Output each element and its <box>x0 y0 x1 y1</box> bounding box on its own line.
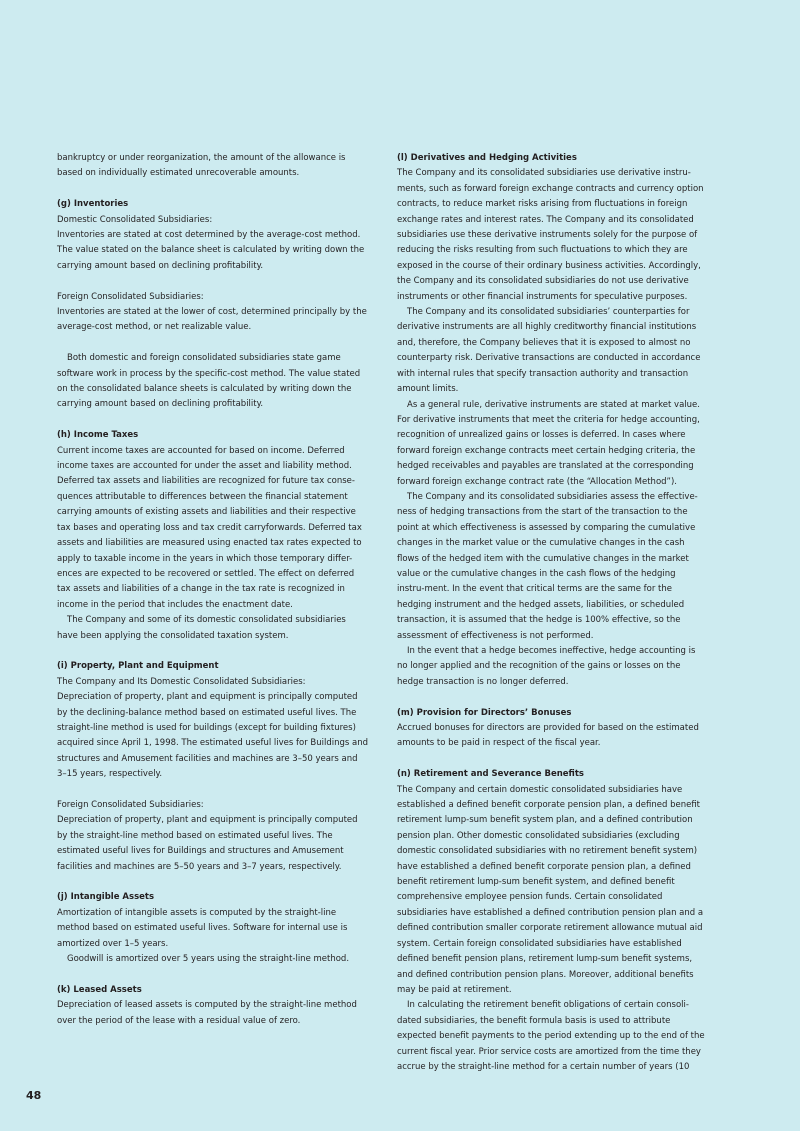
inventories-foreign-label: Foreign Consolidated Subsidiaries: <box>57 291 204 302</box>
derivatives-paragraph-4: The Company and its consolidated subsidiaries assess the effective-ness of hedging transactions from the start of the transaction to the point at which effectiveness is assessed by comparing the cumulative changes in the market value or the cumulative changes in the cash flows of the hedged item with the cumulative changes in the market value or the cumulative changes in the cash flows of the hedging instru-ment. In the event that critical terms are the same for the hedging instrument and the hedged assets, liabilities, or scheduled transaction, it is assumed that the hedge is 100% effective, so the assessment of effectiveness is not performed. <box>397 491 698 641</box>
intangible-assets-paragraph: Amortization of intangible assets is computed by the straight-line method based on estimated useful lives. Software for internal use is amortized over 1–5 years. <box>57 907 348 949</box>
leased-assets-paragraph: Depreciation of leased assets is computed by the straight-line method over the period of the lease with a residual value of zero. <box>57 1000 357 1026</box>
inventories-foreign-paragraph: Inventories are stated at the lower of cost, determined principally by the average-cost method, or net realizable value. <box>57 307 367 333</box>
ppe-domestic-label: The Company and Its Domestic Consolidated Subsidiaries: <box>57 676 306 687</box>
leased-assets-heading: (k) Leased Assets <box>57 984 142 995</box>
ppe-domestic-paragraph: Depreciation of property, plant and equipment is principally computed by the declining-balance method based on estimated useful lives. The straight-line method is used for buildings (except for building fixtures) acquired since April 1, 1998. The estimated useful lives for Buildings and structures and Amusement facilities and machines are 3–50 years and 3–15 years, respectively. <box>57 692 369 780</box>
inventories-heading: (g) Inventories <box>57 199 129 210</box>
retirement-benefits-paragraph-2: In calculating the retirement benefit obligations of certain consoli-dated subsidiaries, the benefit formula basis is used to attribute expected benefit payments to the period extending up to the end of the current fiscal year. Prior service costs are amortized from the time they accrue by the straight-line method for a certain number of years (10 <box>397 1000 705 1072</box>
income-taxes-paragraph: Current income taxes are accounted for based on income. Deferred income taxes are accounted for under the asset and liability method. Deferred tax assets and liabilities are recognized for future tax conse-quences attributable to differences between the financial statement carrying amounts of existing assets and liabilities and their respective tax bases and operating loss and tax credit carryforwards. Deferred tax assets and liabilities are measured using enacted tax rates expected to apply to taxable income in the years in which those temporary differ-ences are expected to be recovered or settled. The effect on deferred tax assets and liabilities of a change in the tax rate is recognized in income in the period that includes the enactment date. <box>57 445 362 610</box>
derivatives-heading: (l) Derivatives and Hedging Activities <box>397 153 577 163</box>
consolidated-taxation-paragraph: The Company and some of its domestic consolidated subsidiaries have been applying the consolidated taxation system. <box>57 615 346 641</box>
goodwill-paragraph: Goodwill is amortized over 5 years using the straight-line method. <box>67 954 350 965</box>
property-plant-equipment-heading: (i) Property, Plant and Equipment <box>57 661 219 672</box>
directors-bonuses-heading: (m) Provision for Directors’ Bonuses <box>397 707 572 718</box>
inventories-domestic-paragraph: Inventories are stated at cost determined by the average-cost method. The value stated on the balance sheet is calculated by writing down the carrying amount based on declining profitability. <box>57 230 365 271</box>
allowance-continuation-paragraph: bankruptcy or under reorganization, the amount of the allowance is based on individually estimated unrecoverable amounts. <box>57 153 346 179</box>
right-column <box>397 151 705 1075</box>
left-column <box>57 151 369 1029</box>
derivatives-paragraph-1: The Company and its consolidated subsidiaries use derivative instru-ments, such as forward foreign exchange contracts and currency option contracts, to reduce market risks arising from fluctuations in foreign exchange rates and interest rates. The Company and its consolidated subsidiaries use these derivative instruments solely for the purpose of reducing the risks resulting from such fluctuations to which they are exposed in the course of their ordinary business activities. Accordingly, the Company and its consolidated subsidiaries do not use derivative instruments or other financial instruments for speculative purposes. <box>397 168 704 302</box>
retirement-benefits-paragraph-1: The Company and certain domestic consolidated subsidiaries have established a defined benefit corporate pension plan, a defined benefit retirement lump-sum benefit system plan, and a defined contribution pension plan. Other domestic consolidated subsidiaries (excluding domestic consolidated subsidiaries with no retirement benefit system) have established a defined benefit corporate pension plan, a defined benefit retirement lump-sum benefit system, and defined benefit comprehensive employee pension funds. Certain consolidated subsidiaries have established a defined contribution pension plan and a defined contribution smaller corporate retirement allowance mutual aid system. Certain foreign consolidated subsidiaries have established defined benefit pension plans, retirement lump-sum benefit systems, and defined contribution pension plans. Moreover, additional benefits may be paid at retirement. <box>397 784 704 995</box>
ppe-foreign-paragraph: Depreciation of property, plant and equipment is principally computed by the straight-line method based on estimated useful lives. The estimated useful lives for Buildings and structures and Amusement facilities and machines are 5–50 years and 3–7 years, respectively. <box>57 815 358 872</box>
page-number: 48 <box>26 1089 42 1102</box>
ppe-foreign-label: Foreign Consolidated Subsidiaries: <box>57 799 204 810</box>
derivatives-paragraph-2: The Company and its consolidated subsidiaries’ counterparties for derivative instruments are all highly creditworthy financial institutions and, therefore, the Company believes that it is exposed to almost no counterparty risk. Derivative transactions are conducted in accordance with internal rules that specify transaction authority and transaction amount limits. <box>397 307 701 395</box>
intangible-assets-heading: (j) Intangible Assets <box>57 892 155 903</box>
directors-bonuses-paragraph: Accrued bonuses for directors are provided for based on the estimated amounts to be paid in respect of the fiscal year. <box>397 723 699 749</box>
retirement-benefits-heading: (n) Retirement and Severance Benefits <box>397 769 584 780</box>
inventories-game-software-paragraph: Both domestic and foreign consolidated subsidiaries state game software work in process by the specific-cost method. The value stated on the consolidated balance sheets is calculated by writing down the carrying amount based on declining profitability. <box>57 353 361 410</box>
income-taxes-heading: (h) Income Taxes <box>57 430 139 441</box>
derivatives-paragraph-3: As a general rule, derivative instruments are stated at market value. For derivative instruments that meet the criteria for hedge accounting, recognition of unrealized gains or losses is deferred. In cases where forward foreign exchange contracts meet certain hedging criteria, the hedged receivables and payables are translated at the corresponding forward foreign exchange contract rate (the “Allocation Method”). <box>397 399 700 487</box>
inventories-domestic-label: Domestic Consolidated Subsidiaries: <box>57 214 213 225</box>
derivatives-paragraph-5: In the event that a hedge becomes ineffective, hedge accounting is no longer applied and the recognition of the gains or losses on the hedge transaction is no longer deferred. <box>397 646 696 687</box>
